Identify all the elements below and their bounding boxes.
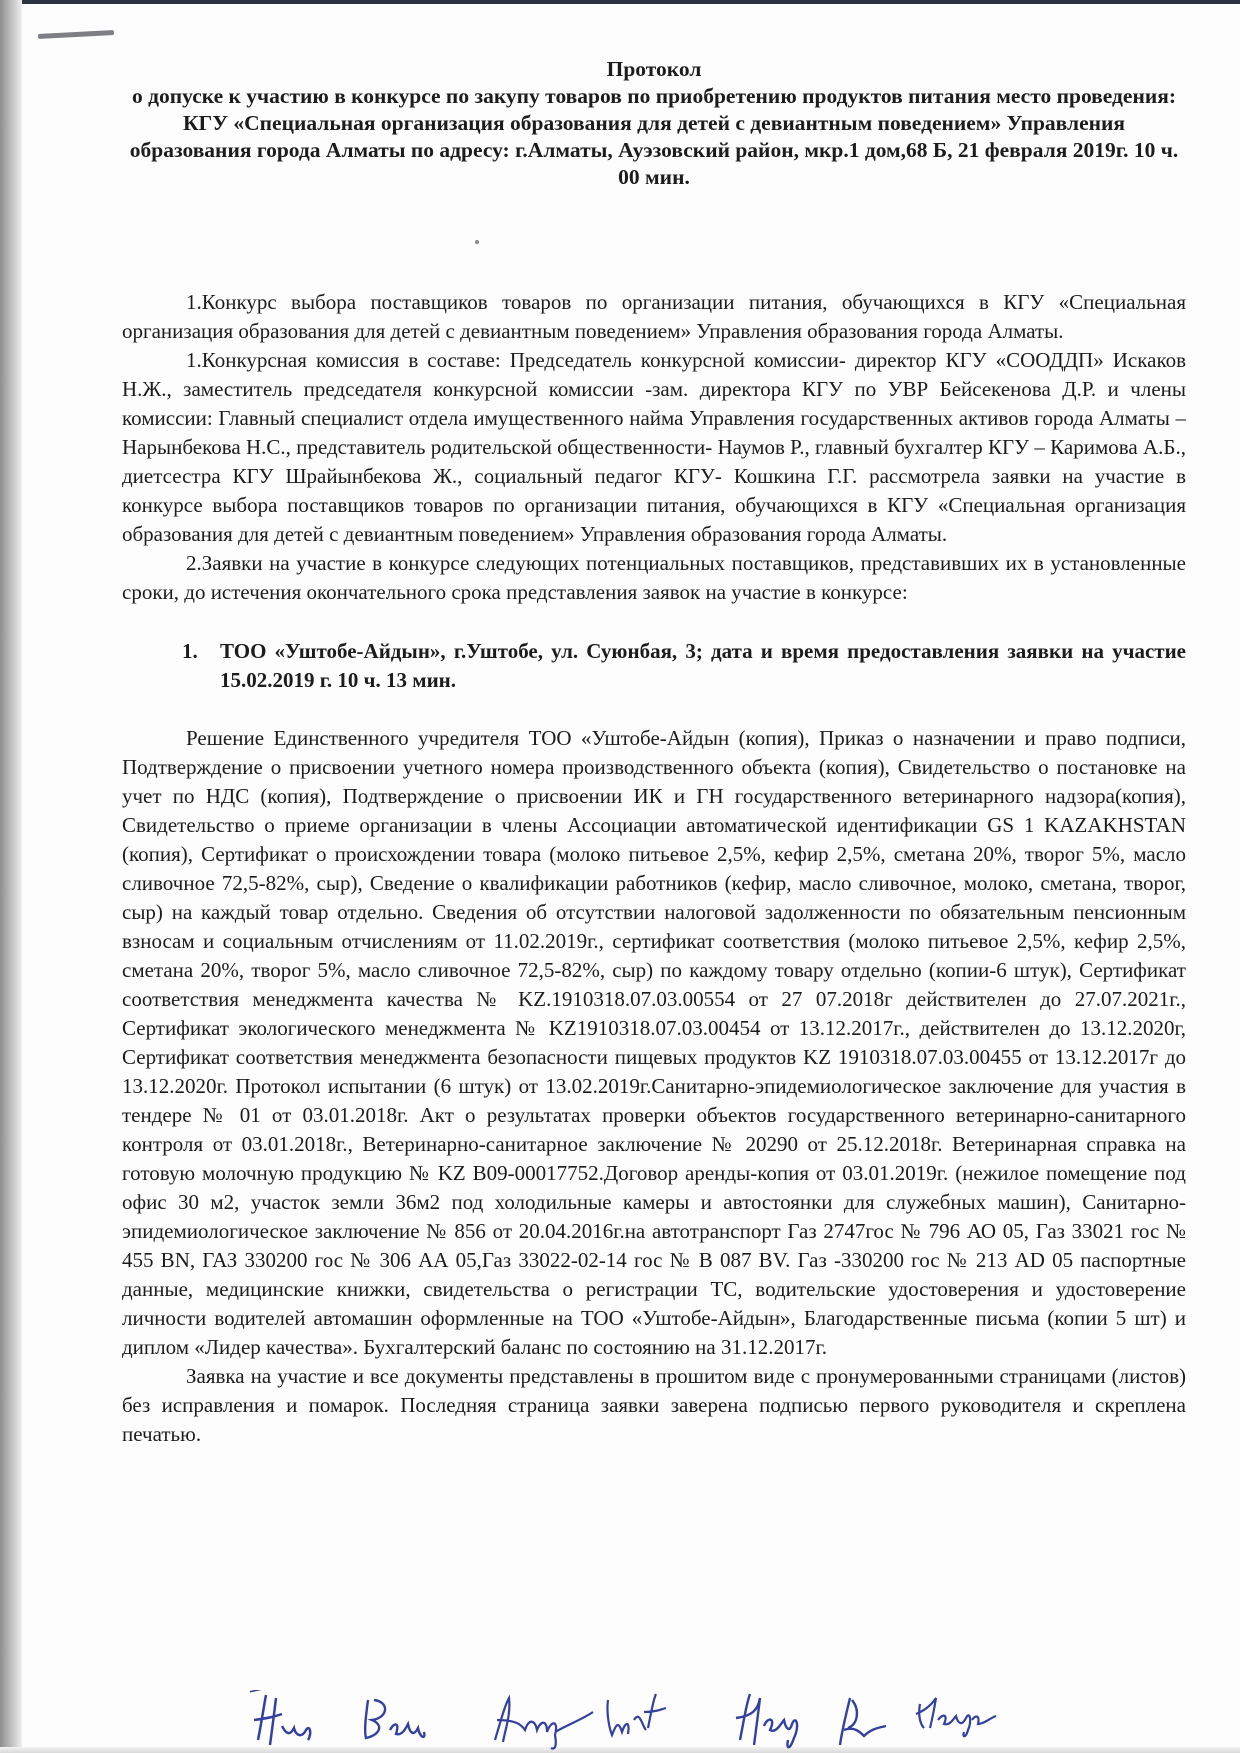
signature-6 xyxy=(830,1690,890,1750)
document-body xyxy=(122,288,1186,1449)
scan-corner-mark xyxy=(38,30,114,39)
signature-5 xyxy=(730,1690,810,1752)
signature-1 xyxy=(250,1690,320,1750)
supplier-list-item xyxy=(122,637,1186,695)
title-protocol: Протокол xyxy=(606,57,702,81)
document-title xyxy=(122,56,1186,191)
paragraph-contest: 1.Конкурс выбора поставщиков товаров по организации питания, обучающихся в КГУ «Специальная организация образования для детей с девиантным поведением» Управления образования города Алматы. xyxy=(122,290,1186,343)
paragraph-documents: Решение Единственного учредителя ТОО «Уштобе-Айдын (копия), Приказ о назначении и право подписи, Подтверждение о присвоении учетного номера производственного объекта (копия), Свидетельство о постановке на учет по НДС (копия), Подтверждение о присвоении ИК и ГН государственного ветеринарного надзора(копия), Свидетельство о приеме организации в члены Ассоциации автоматической идентификации GS 1 KAZAKHSTAN (копия), Сертификат о происхождении товара (молоко питьевое 2,5%, кефир 2,5%, сметана 20%, творог 5%, масло сливочное 72,5-82%, сыр), Сведение о квалификации работников (кефир, масло сливочное, молоко, сметана, творог, сыр) на каждый товар отдельно. Сведения об отсутствии налоговой задолженности по обязательным пенсионным взносам и социальным отчислениям от 11.02.2019г., сертификат соответствия (молоко питьевое 2,5%, кефир 2,5%, сметана 20%, творог 5%, масло сливочное 72,5-82%, сыр) по каждому товару отдельно (копии-6 штук), Сертификат соответствия менеджмента качества № KZ.1910318.07.03.00554 от 27 07.2018г действителен до 27.07.2021г., Сертификат экологического менеджмента № KZ1910318.07.03.00454 от 13.12.2017г., действителен до 13.12.2020г, Сертификат соответствия менеджмента безопасности пищевых продуктов KZ 1910318.07.03.00455 от 13.12.2017г до 13.12.2020г. Протокол испытании (6 штук) от 13.02.2019г.Санитарно-эпидемиологическое заключение для участия в тендере № 01 от 03.01.2018г. Акт о результатах проверки объектов государственного ветеринарно-санитарного контроля от 03.01.2018г., Ветеринарно-санитарное заключение № 20290 от 25.12.2018г. Ветеринарная справка на готовую молочную продукцию № KZ B09-00017752.Договор аренды-копия от 03.01.2019г. (нежилое помещение под офис 30 м2, участок земли 36м2 под холодильные камеры и автостоянки для служебных машин), Санитарно-эпидемиологическое заключение № 856 от 20.04.2016г.на автотранспорт Газ 2747гос № 796 АО 05, Газ 33021 гос № 455 BN, ГАЗ 330200 гос № 306 АА 05,Газ 33022-02-14 гос № В 087 BV. Газ -330200 гос № 213 AD 05 паспортные данные, медицинские книжки, свидетельства о регистрации ТС, водительские удостоверения и удостоверение личности водителей автомашин оформленные на ТОО «Уштобе-Айдын», Благодарственные письма (копии 5 шт) и диплом «Лидер качества». Бухгалтерский баланс по состоянию на 31.12.2017г. xyxy=(122,726,1186,1359)
scan-speck xyxy=(475,240,479,244)
scan-top-edge xyxy=(0,0,1240,4)
signature-7 xyxy=(910,1690,1010,1740)
supplier-number: 1. xyxy=(182,639,198,663)
signature-3 xyxy=(485,1690,595,1750)
signature-2 xyxy=(360,1690,440,1745)
paragraph-applications: 2.Заявки на участие в конкурсе следующих потенциальных поставщиков, представивших их в установленные сроки, до истечения окончательного срока представления заявок на участие в конкурсе: xyxy=(122,551,1186,604)
supplier-text: ТОО «Уштобе-Айдын», г.Уштобе, ул. Суюнбая, 3; дата и время предоставления заявки на участие 15.02.2019 г. 10 ч. 13 мин. xyxy=(220,639,1186,692)
signatures-row xyxy=(250,1690,1150,1750)
document-header xyxy=(122,56,1186,191)
signature-4 xyxy=(600,1690,670,1745)
title-subject: о допуске к участию в конкурсе по закупу товаров по приобретению продуктов питания место проведения: КГУ «Специальная организация образования для детей с девиантным поведением» Управления образования города Алматы по адресу: г.Алматы, Ауэзовский район, мкр.1 дом,68 Б, 21 февраля 2019г. 10 ч. 00 мин. xyxy=(129,84,1179,189)
paragraph-closing: Заявка на участие и все документы представлены в прошитом виде с пронумерованными страницами (листов) без исправления и помарок. Последняя страница заявки заверена подписью первого руководителя и скреплена печатью. xyxy=(122,1364,1186,1446)
paragraph-commission: 1.Конкурсная комиссия в составе: Председатель конкурсной комиссии- директор КГУ «СООДДП» Искаков Н.Ж., заместитель председателя конкурсной комиссии -зам. директора КГУ по УВР Бейсекенова Д.Р. и члены комиссии: Главный специалист отдела имущественного найма Управления государственных активов города Алматы – Нарынбекова Н.С., представитель родительской общественности- Наумов Р., главный бухгалтер КГУ – Каримова А.Б., диетсестра КГУ Шрайынбекова Ж., социальный педагог КГУ- Кошкина Г.Г. рассмотрела заявки на участие в конкурсе выбора поставщиков товаров по организации питания, обучающихся в КГУ «Специальная организация образования для детей с девиантным поведением» Управления образования города Алматы. xyxy=(122,348,1186,546)
scan-left-edge xyxy=(0,0,22,1753)
